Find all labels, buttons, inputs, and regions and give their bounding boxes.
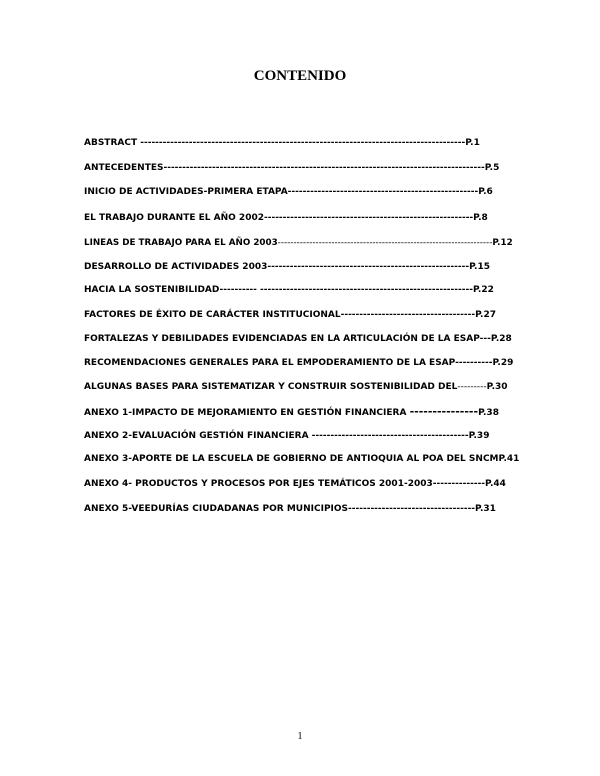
toc-entry-label: HACIA LA SOSTENIBILIDAD	[84, 285, 220, 295]
toc-entry-page: P.15	[469, 262, 490, 272]
toc-entry	[84, 186, 493, 198]
toc-entry	[84, 503, 496, 515]
toc-entry-page: P.1	[465, 138, 480, 148]
toc-entry	[84, 406, 499, 419]
toc-entry-label: ANEXO 3-APORTE DE LA ESCUELA DE GOBIERNO DE ANTIOQUIA AL POA DEL SNCMP.41	[84, 454, 520, 464]
toc-entry-label: EL TRABAJO DURANTE EL AÑO 2002	[84, 213, 264, 223]
toc-entry	[84, 453, 519, 465]
toc-entry-label: ABSTRACT	[84, 138, 141, 148]
toc-entry-leader: ------------------------------------------------------	[267, 262, 470, 272]
toc-entry	[84, 261, 490, 273]
toc-entry-leader: ------------------------------------------	[311, 431, 469, 441]
toc-entry-leader: ---------- ---------------------------------------------------------	[219, 285, 473, 295]
toc-entry	[84, 284, 494, 296]
toc-entry-leader: ---------------------------------------------------------------------------------------	[140, 138, 466, 148]
toc-entry-leader: ---	[479, 334, 491, 344]
toc-entry	[84, 357, 513, 369]
toc-entry-page: P.44	[485, 479, 506, 489]
toc-entry-page: P.29	[492, 358, 514, 368]
toc-entry-page: P.30	[486, 382, 508, 392]
toc-entry-label: FORTALEZAS Y DEBILIDADES EVIDENCIADAS EN LA ARTICULACIÓN DE LA ESAP	[84, 334, 480, 344]
toc-entry-leader: ----------	[455, 358, 493, 368]
toc-entry	[84, 237, 513, 249]
toc-entry-label: ANEXO 1-IMPACTO DE MEJORAMIENTO EN GESTIÓN FINANCIERA	[84, 408, 410, 418]
toc-entry-label: INICIO DE ACTIVIDADES-PRIMERA ETAPA	[84, 187, 288, 197]
toc-entry-page: P.31	[475, 504, 496, 514]
toc-entry-leader: --------------	[432, 479, 486, 489]
toc-entry	[84, 212, 488, 224]
toc-entry-label: ANTECEDENTES	[84, 163, 164, 173]
toc-entry-page: P.27	[475, 310, 496, 320]
toc-entry-label: DESARROLLO DE ACTIVIDADES 2003	[84, 262, 268, 272]
toc-entry-page: P.39	[468, 431, 490, 441]
toc-entry	[84, 309, 496, 321]
toc-entry-page: P.8	[473, 213, 488, 223]
toc-entry-page: P.12	[492, 238, 513, 248]
toc-entry-label: LINEAS DE TRABAJO PARA EL AÑO 2003	[84, 238, 278, 248]
toc-entry-page: P.38	[478, 408, 499, 418]
toc-entry-label: ANEXO 4- PRODUCTOS Y PROCESOS POR EJES TEMÁTICOS 2001-2003	[84, 479, 433, 489]
toc-entry	[84, 162, 499, 174]
toc-entry-leader: ------------------------------------	[340, 310, 476, 320]
toc-entry	[84, 478, 506, 490]
toc-entry-page: P.6	[478, 187, 493, 197]
toc-entry-label: ANEXO 2-EVALUACIÓN GESTIÓN FINANCIERA	[84, 431, 312, 441]
toc-entry-leader: ---------	[457, 382, 487, 392]
toc-entry-label: RECOMENDACIONES GENERALES PARA EL EMPODERAMIENTO DE LA ESAP	[84, 358, 456, 368]
toc-entry	[84, 137, 480, 149]
toc-entry-leader: --------------------------------------------------------------------	[277, 238, 493, 248]
toc-entry	[84, 381, 508, 393]
toc-entry-label: ANEXO 5-VEEDURÍAS CIUDADANAS POR MUNICIPIOS	[84, 504, 349, 514]
toc-entry-label: ALGUNAS BASES PARA SISTEMATIZAR Y CONSTRUIR SOSTENIBILIDAD DEL	[84, 382, 458, 392]
toc-entry-page: P.22	[472, 285, 494, 295]
toc-entry-leader: --------------------------------------------------------	[263, 213, 474, 223]
page-number: 1	[297, 731, 303, 742]
toc-entry	[84, 430, 489, 442]
toc-entry-label: FACTORES DE ÉXITO DE CARÁCTER INSTITUCIONAL	[84, 310, 341, 320]
toc-entry-leader: ---------------------------------------------------	[287, 187, 479, 197]
toc-entry-page: P.28	[490, 334, 512, 344]
toc-entry-leader: --------------------------------------------------------------------------------------	[163, 163, 485, 173]
toc-entry	[84, 333, 512, 345]
toc-entry-leader: ---------------	[409, 405, 479, 418]
toc-entry-page: P.5	[484, 163, 500, 173]
page-title: CONTENIDO	[253, 68, 347, 84]
toc-entry-leader: ----------------------------------	[348, 504, 476, 514]
